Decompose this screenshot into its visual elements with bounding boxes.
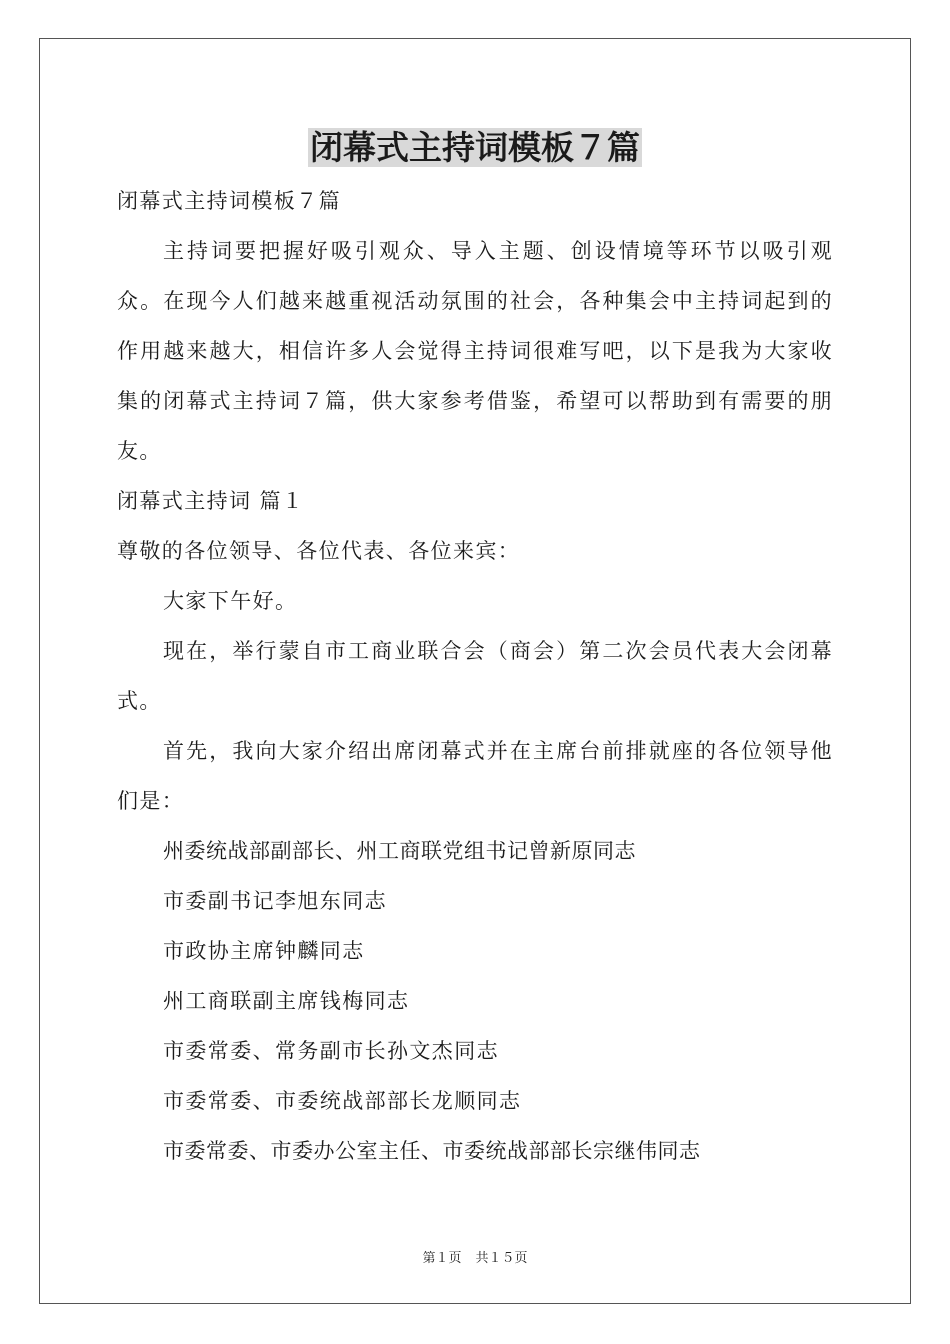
list-item: 市委常委、市委办公室主任、市委统战部部长宗继伟同志 <box>163 1139 701 1163</box>
document-body <box>117 176 833 1176</box>
paragraph-salutation: 尊敬的各位领导、各位代表、各位来宾： <box>117 539 521 563</box>
document-title-text: 闭幕式主持词模板７篇 <box>310 128 640 167</box>
paragraph-intro: 主持词要把握好吸引观众、导入主题、创设情境等环节以吸引观众。在现今人们越来越重视活动氛围的社会，各种集会中主持词起到的作用越来越大，相信许多人会觉得主持词很难写吧，以下是我为大家收集的闭幕式主持词７篇，供大家参考借鉴，希望可以帮助到有需要的朋友。 <box>117 239 833 463</box>
section-heading: 闭幕式主持词 篇１ <box>117 489 305 513</box>
list-item: 市委副书记李旭东同志 <box>163 889 387 913</box>
list-item: 市委常委、市委统战部部长龙顺同志 <box>163 1089 522 1113</box>
document-title <box>0 126 950 170</box>
page-total: 共１５页 <box>475 1251 528 1266</box>
page-number: 第１页 <box>422 1251 462 1266</box>
list-item: 州工商联副主席钱梅同志 <box>163 989 410 1013</box>
list-item: 市委常委、常务副市长孙文杰同志 <box>163 1039 499 1063</box>
list-item: 州委统战部副部长、州工商联党组书记曾新原同志 <box>163 839 636 863</box>
paragraph-opening: 现在，举行蒙自市工商业联合会（商会）第二次会员代表大会闭幕式。 <box>117 639 833 713</box>
page-footer <box>0 1250 950 1268</box>
paragraph-subtitle: 闭幕式主持词模板７篇 <box>117 189 341 213</box>
paragraph-greeting: 大家下午好。 <box>163 589 298 613</box>
paragraph-introduction: 首先，我向大家介绍出席闭幕式并在主席台前排就座的各位领导他们是： <box>117 739 833 813</box>
list-item: 市政协主席钟麟同志 <box>163 939 365 963</box>
